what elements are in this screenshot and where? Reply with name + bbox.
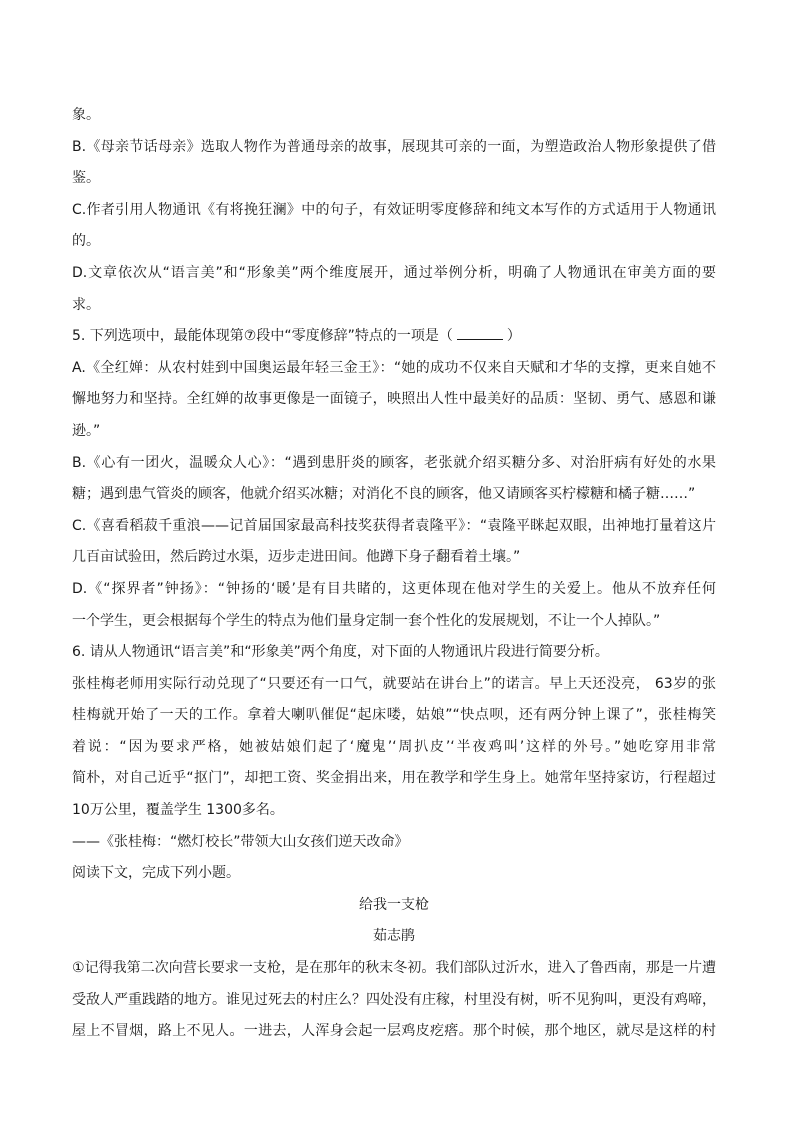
text-line — [72, 163, 716, 195]
line-text: 茹志鹃 — [373, 928, 415, 945]
line-text: 求。 — [72, 296, 100, 313]
line-text: 受敌人严重践踏的地方。谁见过死去的村庄么？四处没有庄稼，村里没有树，听不见狗叫，更没有鸡啼， — [72, 991, 716, 1008]
line-text: D.文章依次从“语言美”和“形象美”两个维度展开，通过举例分析，明确了人物通讯在审美方面的要 — [72, 264, 716, 281]
line-text: 一个学生，更会根据每个学生的特点为他们量身定制一套个性化的发展规划，不让一个人掉队。” — [72, 612, 661, 629]
line-text: 5. 下列选项中，最能体现第⑦段中“零度修辞”特点的一项是（ — [72, 328, 453, 345]
line-text: 6. 请从人物通讯“语言美”和“形象美”两个角度，对下面的人物通讯片段进行简要分析。 — [72, 644, 609, 661]
line-text: 10万公里，覆盖学生 1300多名。 — [72, 802, 284, 819]
line-text: 象。 — [72, 107, 100, 123]
text-line — [72, 763, 716, 795]
line-text: C.《喜看稻菽千重浪——记首届国家最高科技奖获得者袁隆平》：“袁隆平眯起双眼，出神地打量着这片 — [72, 517, 716, 534]
text-line — [72, 100, 716, 132]
line-text: 简朴，对自己近乎“抠门”，却把工资、奖金捐出来，用在教学和学生身上。她常年坚持家访，行程超过 — [72, 770, 716, 787]
answer-blank[interactable] — [457, 325, 503, 340]
closing-paren: ） — [506, 328, 521, 345]
line-text: B.《母亲节话母亲》选取人物作为普通母亲的故事，展现其可亲的一面，为塑造政治人物形象提供了借 — [72, 138, 716, 155]
heading-line — [72, 890, 716, 922]
line-text: A.《全红婵：从农村娃到中国奥运最年轻三金王》：“她的成功不仅来自天赋和才华的支撑，更来自她不 — [72, 359, 716, 376]
text-line — [72, 353, 716, 385]
text-line — [72, 827, 716, 859]
text-line — [72, 258, 716, 290]
text-line — [72, 953, 716, 985]
line-text: 桂梅就开始了一天的工作。拿着大喇叭催促“起床喽，姑娘”“快点呗，还有两分钟上课了”，张桂梅笑 — [72, 707, 716, 724]
text-line — [72, 606, 716, 638]
heading-line — [72, 921, 716, 953]
document-page — [72, 100, 716, 1048]
line-text: 糖；遇到患气管炎的顾客，他就介绍买冰糖；对消化不良的顾客，他又请顾客买柠檬糖和橘子糖……” — [72, 486, 696, 503]
text-line — [72, 290, 716, 322]
line-text: 给我一支枪 — [359, 896, 429, 913]
text-line — [72, 448, 716, 480]
line-text: 张桂梅老师用实际行动兑现了“只要还有一口气，就要站在讲台上”的诺言。早上天还没亮， 63岁的张 — [72, 675, 716, 692]
text-line — [72, 732, 716, 764]
text-line — [72, 985, 716, 1017]
line-text: 阅读下文，完成下列小题。 — [72, 865, 240, 882]
line-text: 鉴。 — [72, 170, 100, 187]
text-line — [72, 511, 716, 543]
line-text: C.作者引用人物通讯《有将挽狂澜》中的句子，有效证明零度修辞和纯文本写作的方式适用于人物通讯 — [72, 201, 716, 218]
line-text: B.《心有一团火，温暖众人心》：“遇到患肝炎的顾客，老张就介绍买糖分多、对治肝病有好处的水果 — [72, 454, 716, 471]
line-text: D.《“探界者”钟扬》：“钟扬的‘暖’是有目共睹的，这更体现在他对学生的关爱上。他从不放弃任何 — [72, 580, 716, 597]
text-line — [72, 1016, 716, 1048]
text-line — [72, 416, 716, 448]
text-line — [72, 669, 716, 701]
text-line — [72, 226, 716, 258]
text-line — [72, 795, 716, 827]
text-line — [72, 384, 716, 416]
text-line — [72, 700, 716, 732]
text-line — [72, 132, 716, 164]
line-text: ①记得我第二次向营长要求一支枪，是在那年的秋末冬初。我们部队过沂水，进入了鲁西南，那是一片遭 — [72, 960, 716, 977]
line-text: 屋上不冒烟，路上不见人。一进去，人浑身会起一层鸡皮疙瘩。那个时候，那个地区，就尽是这样的村 — [72, 1023, 716, 1040]
text-line — [72, 637, 716, 669]
line-text: 懈地努力和坚持。全红婵的故事更像是一面镜子，映照出人性中最美好的品质：坚韧、勇气、感恩和谦 — [72, 391, 716, 408]
text-line — [72, 195, 716, 227]
text-line — [72, 479, 716, 511]
line-text: 几百亩试验田，然后跨过水渠，迈步走进田间。他蹲下身子翻看着土壤。” — [72, 549, 521, 566]
text-line — [72, 858, 716, 890]
line-text: 着说：“因为要求严格，她被姑娘们起了‘魔鬼’‘周扒皮’‘半夜鸡叫’这样的外号。”她吃穿用非常 — [72, 738, 716, 755]
text-line — [72, 542, 716, 574]
line-text: ——《张桂梅：“燃灯校长”带领大山女孩们逆天改命》 — [72, 833, 409, 850]
text-line — [72, 321, 716, 353]
line-text: 逊。” — [72, 422, 101, 439]
text-line — [72, 574, 716, 606]
line-text: 的。 — [72, 233, 100, 250]
